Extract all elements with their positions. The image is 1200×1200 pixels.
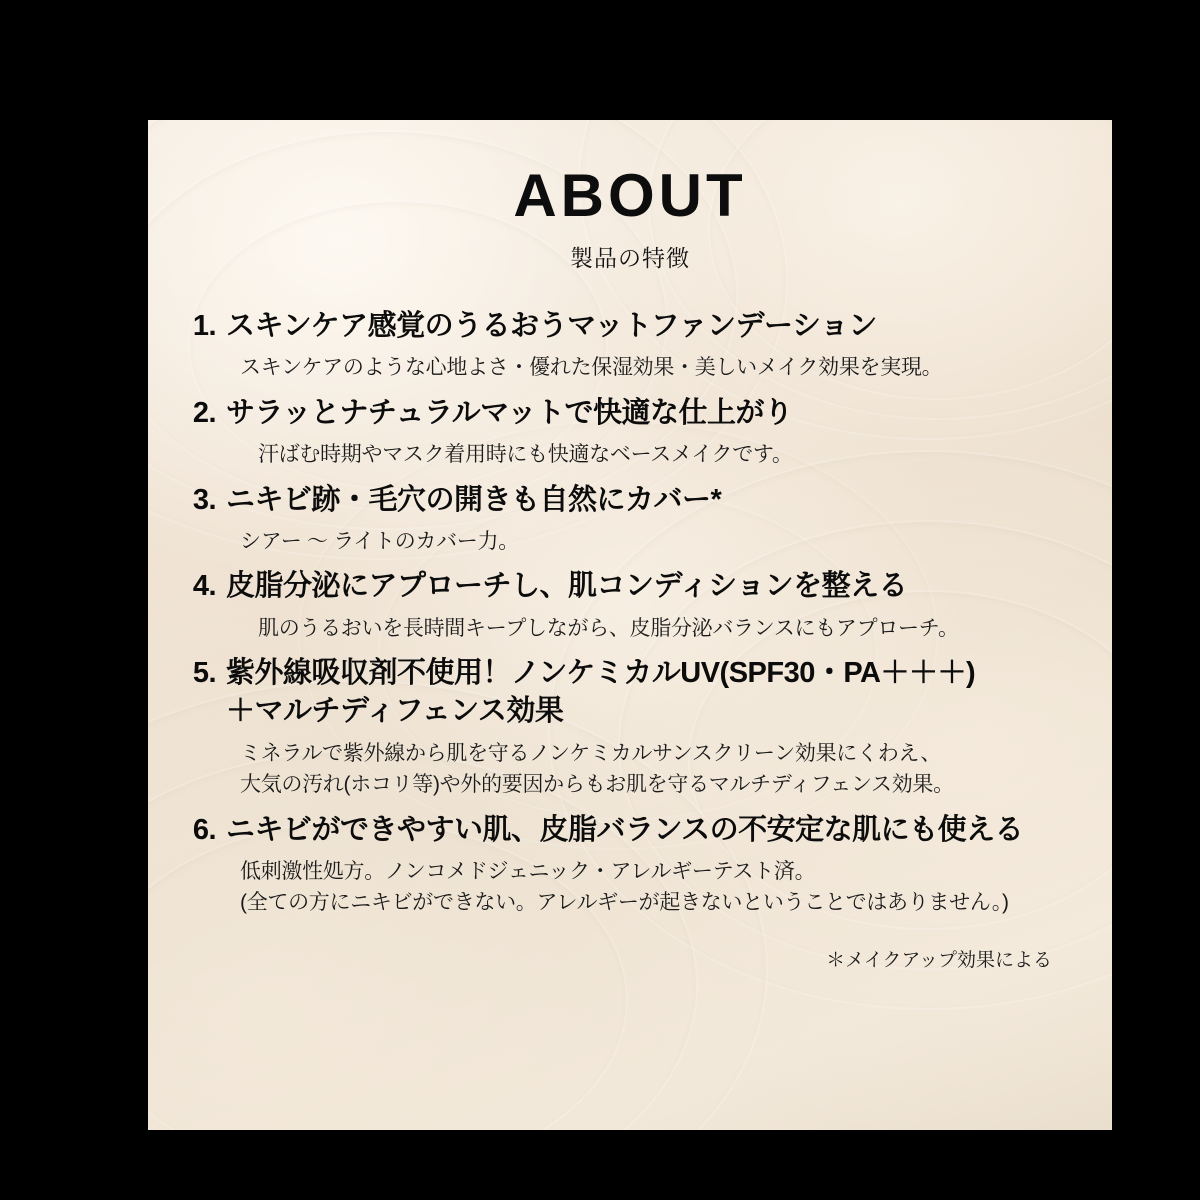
feature-heading-line1: 紫外線吸収剤不使用！ノンケミカルUV(SPF30・PA＋＋＋) [226,657,976,690]
about-panel [148,120,1112,1130]
feature-heading-text: ニキビができやすい肌、皮脂バランスの不安定な肌にも使える [226,813,1024,846]
list-item [184,567,1076,644]
feature-description-line: 低刺激性処方。ノンコメドジェニック・アレルギーテスト済。 [240,859,816,883]
feature-heading-text [226,654,1076,731]
poster-frame [30,28,1170,1176]
feature-description-line: スキンケアのような心地よさ・優れた保湿効果・美しいメイク効果を実現。 [240,356,943,380]
feature-heading [184,654,1076,731]
feature-description [184,352,1076,384]
list-item [184,481,1076,558]
feature-heading-text: 皮脂分泌にアプローチし、肌コンディションを整える [226,570,908,603]
list-item [184,811,1076,919]
feature-description [184,439,1076,471]
feature-description [184,856,1076,919]
list-item [184,394,1076,471]
feature-heading [184,394,1076,432]
page-title: ABOUT [513,162,747,229]
feature-number: 4. [192,570,216,603]
feature-heading-text: サラッとナチュラルマットで快適な仕上がり [226,396,793,429]
feature-description-line: (全ての方にニキビができない。アレルギーが起きないということではありません。) [240,891,1009,915]
feature-number: 6. [192,813,216,846]
list-item [184,307,1076,384]
feature-number: 3. [192,483,216,516]
page-subtitle: 製品の特徴 [570,245,690,271]
feature-heading-line2: ＋マルチディフェンス効果 [226,695,564,728]
feature-heading-text: ニキビ跡・毛穴の開きも自然にカバー* [226,483,722,516]
feature-list [184,307,1076,919]
feature-number: 2. [192,396,216,429]
feature-heading [184,307,1076,345]
feature-description-line: ミネラルで紫外線から肌を守るノンケミカルサンスクリーン効果にくわえ、 [240,741,942,765]
feature-heading-text: スキンケア感覚のうるおうマットファンデーション [226,310,877,342]
feature-description-line: 大気の汚れ(ホコリ等)や外的要因からもお肌を守るマルチディフェンス効果。 [240,773,954,797]
feature-number: 1. [192,310,216,342]
feature-heading [184,811,1076,849]
about-content [148,120,1112,972]
feature-description-line: 汗ばむ時期やマスク着用時にも快適なベースメイクです。 [258,443,793,467]
feature-description-line: 肌のうるおいを長時間キープしながら、皮脂分泌バランスにもアプローチ。 [258,616,959,640]
feature-description [184,613,1076,645]
feature-description-line: シアー 〜 ライトのカバー力。 [240,529,519,553]
feature-heading [184,481,1076,519]
feature-heading [184,567,1076,605]
feature-description [184,738,1076,801]
feature-description [184,526,1076,558]
list-item [184,654,1076,801]
footnote: ＊メイクアップ効果による [826,949,1052,971]
feature-number: 5. [192,657,216,690]
